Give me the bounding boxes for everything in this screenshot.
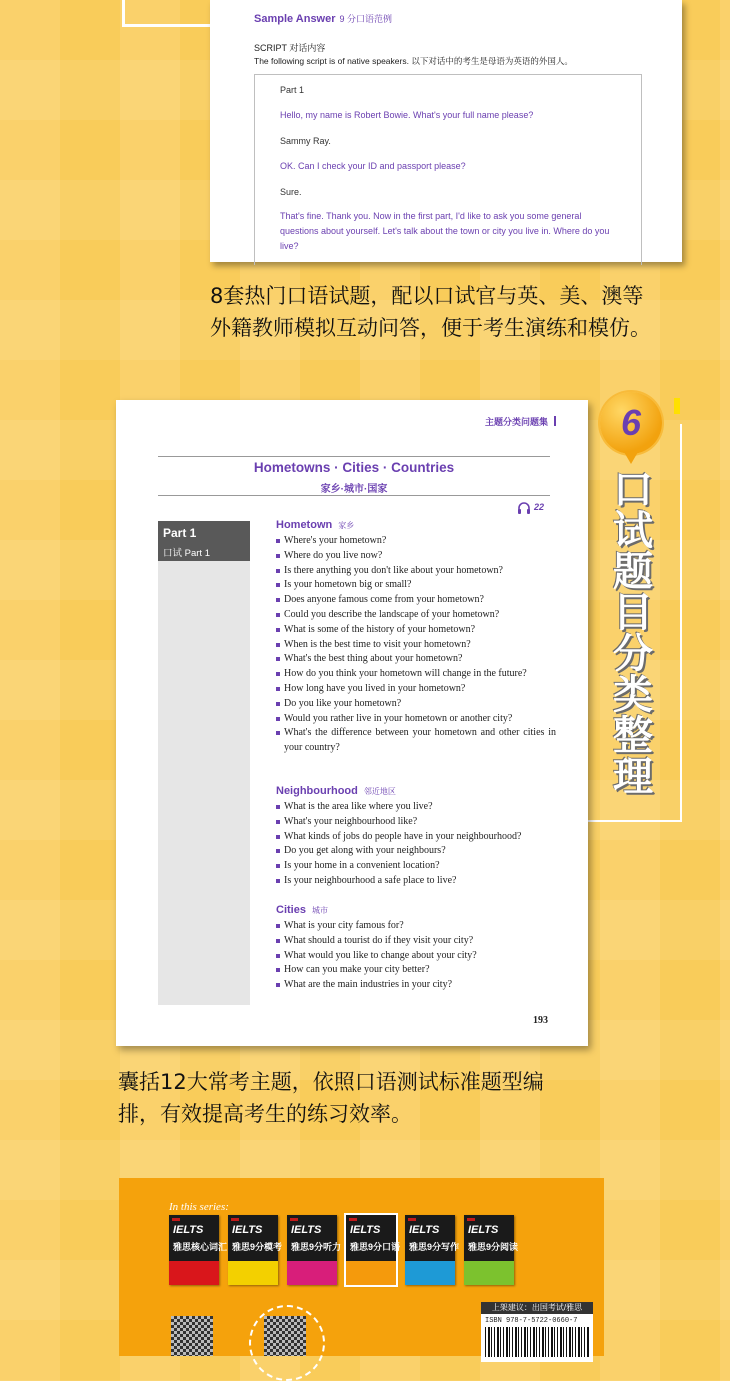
- question-item: What's your neighbourhood like?: [276, 815, 556, 830]
- divider: [158, 495, 550, 496]
- question-item: What would you like to change about your city?: [276, 949, 556, 964]
- book-logo: IELTS: [409, 1224, 440, 1236]
- topic-heading: [276, 785, 556, 800]
- topic-title-cn: 家乡: [338, 521, 355, 530]
- publisher-mark: [290, 1218, 298, 1221]
- script-line-examiner: That's fine. Thank you. Now in the first part, I'd like to ask you some general questions about yourself. Let's talk about the town or city you live in. Where do you live?: [280, 211, 610, 251]
- shelf-label: 上架建议：出国考试/雅思: [481, 1302, 593, 1314]
- topic-question-page: [116, 400, 588, 1046]
- series-book-cover: [346, 1215, 401, 1285]
- topic-heading: [276, 904, 556, 919]
- part-label-box: [158, 521, 250, 561]
- sample-answer-page: [210, 0, 682, 262]
- question-item: Is your home in a convenient location?: [276, 859, 556, 874]
- topic-title-cn: 邻近地区: [363, 787, 396, 796]
- publisher-mark: [467, 1218, 475, 1221]
- series-book-cover: [405, 1215, 460, 1285]
- question-item: How do you think your hometown will change in the future?: [276, 667, 556, 682]
- topic-title: Hometown: [276, 519, 333, 531]
- book-logo: IELTS: [350, 1224, 381, 1236]
- question-item: Is your neighbourhood a safe place to live?: [276, 874, 556, 889]
- audio-track-number: 22: [533, 501, 544, 512]
- book-title: 雅思9分阅读: [468, 1242, 519, 1252]
- publisher-mark: [408, 1218, 416, 1221]
- chapter-title: Hometowns · Cities · Countries: [253, 460, 455, 475]
- series-book-cover: [287, 1215, 342, 1285]
- part-label: Part 1: [163, 526, 197, 540]
- caption-line: 囊括12大常考主题，依照口语测试标准题型编: [118, 1070, 544, 1094]
- book-logo: IELTS: [291, 1224, 322, 1236]
- book-logo: IELTS: [232, 1224, 263, 1236]
- feature-vertical-title: 口试题目分类整理: [613, 467, 653, 800]
- qr-code: [171, 1316, 213, 1356]
- book-title: 雅思核心词汇: [173, 1242, 228, 1252]
- book-color-band: [287, 1261, 337, 1285]
- question-item: What kinds of jobs do people have in your neighbourhood?: [276, 830, 556, 845]
- question-item: What are the main industries in your city?: [276, 978, 556, 993]
- book-title: 雅思9分写作: [409, 1242, 460, 1252]
- caption-line: 外籍教师模拟互动问答，便于考生演练和模仿。: [210, 316, 651, 340]
- decorative-frame: [122, 0, 215, 27]
- script-line-examiner: Hello, my name is Robert Bowie. What's your full name please?: [280, 110, 534, 120]
- barcode-bars: [485, 1327, 589, 1357]
- caption-line: 8套热门口语试题，配以口试官与英、美、澳等: [210, 284, 644, 308]
- script-label: SCRIPT 对话内容: [254, 43, 326, 53]
- publisher-mark: [172, 1218, 180, 1221]
- book-color-band: [405, 1261, 455, 1285]
- question-item: Do you like your hometown?: [276, 697, 556, 712]
- publisher-mark: [231, 1218, 239, 1221]
- book-color-band: [346, 1261, 396, 1285]
- series-label: In this series:: [169, 1201, 229, 1213]
- question-item: Could you describe the landscape of your hometown?: [276, 608, 556, 623]
- book-title: 雅思9分模考: [232, 1242, 283, 1252]
- script-line-candidate: Sure.: [280, 187, 302, 197]
- headphones-icon: [517, 501, 531, 514]
- barcode: [481, 1302, 593, 1362]
- question-item: What is some of the history of your hometown?: [276, 623, 556, 638]
- topic-cities: [276, 904, 556, 993]
- question-item: When is the best time to visit your hometown?: [276, 638, 556, 653]
- feature-number: 6: [620, 402, 642, 443]
- part-label-cn: 口试 Part 1: [163, 548, 210, 559]
- question-item: What's the difference between your hometown and other cities in your country?: [276, 726, 556, 756]
- series-book-cover: [169, 1215, 228, 1285]
- book-title: 雅思9分听力: [291, 1242, 342, 1252]
- book-color-band: [464, 1261, 514, 1285]
- book-title: 雅思9分口语: [350, 1242, 401, 1252]
- topic-title: Cities: [276, 904, 306, 916]
- question-item: How can you make your city better?: [276, 963, 556, 978]
- accent-mark: [674, 398, 680, 414]
- running-head: 主题分类问题集: [485, 415, 556, 428]
- question-item: Is there anything you don't like about your hometown?: [276, 564, 556, 579]
- question-item: What is your city famous for?: [276, 919, 556, 934]
- question-item: What's the best thing about your hometown?: [276, 652, 556, 667]
- caption-line: 排，有效提高考生的练习效率。: [118, 1102, 412, 1126]
- qr-code: [264, 1316, 306, 1356]
- sample-answer-title-cn: 9 分口语范例: [339, 14, 393, 24]
- script-part-label: Part 1: [280, 85, 305, 95]
- script-note: The following script is of native speakers. 以下对话中的考生是母语为英语的外国人。: [254, 56, 573, 66]
- book-color-band: [228, 1261, 278, 1285]
- sample-answer-title-en: Sample Answer: [254, 13, 336, 25]
- script-line-examiner: OK. Can I check your ID and passport please?: [280, 161, 466, 171]
- topic-neighbourhood: [276, 785, 556, 889]
- publisher-mark: [349, 1218, 357, 1221]
- question-item: Would you rather live in your hometown or another city?: [276, 712, 556, 727]
- page-number: 193: [533, 1015, 548, 1026]
- question-item: Does anyone famous come from your hometown?: [276, 593, 556, 608]
- question-item: Do you get along with your neighbours?: [276, 844, 556, 859]
- book-back-cover: [119, 1178, 604, 1356]
- topic-heading: [276, 519, 556, 534]
- isbn: ISBN 978-7-5722-0660-7: [485, 1317, 578, 1325]
- question-item: What is the area like where you live?: [276, 800, 556, 815]
- book-logo: IELTS: [173, 1224, 204, 1236]
- topic-title-cn: 城市: [311, 906, 328, 915]
- chapter-subtitle: 家乡·城市·国家: [320, 484, 388, 495]
- question-item: Is your hometown big or small?: [276, 578, 556, 593]
- book-logo: IELTS: [468, 1224, 499, 1236]
- sidebar-column: [158, 521, 250, 1005]
- question-item: What should a tourist do if they visit your city?: [276, 934, 556, 949]
- topic-hometown: [276, 519, 556, 756]
- series-book-cover: [464, 1215, 519, 1285]
- question-item: Where's your hometown?: [276, 534, 556, 549]
- sample-answer-title: [254, 12, 392, 25]
- question-item: Where do you live now?: [276, 549, 556, 564]
- divider: [158, 456, 550, 457]
- topic-title: Neighbourhood: [276, 785, 358, 797]
- audio-track: [517, 501, 544, 514]
- series-book-cover: [228, 1215, 283, 1285]
- book-color-band: [169, 1261, 219, 1285]
- question-item: How long have you lived in your hometown?: [276, 682, 556, 697]
- feature-caption-2: [118, 1066, 544, 1130]
- script-box: [254, 74, 642, 265]
- script-line-candidate: Sammy Ray.: [280, 136, 331, 146]
- feature-caption-1: [210, 280, 651, 344]
